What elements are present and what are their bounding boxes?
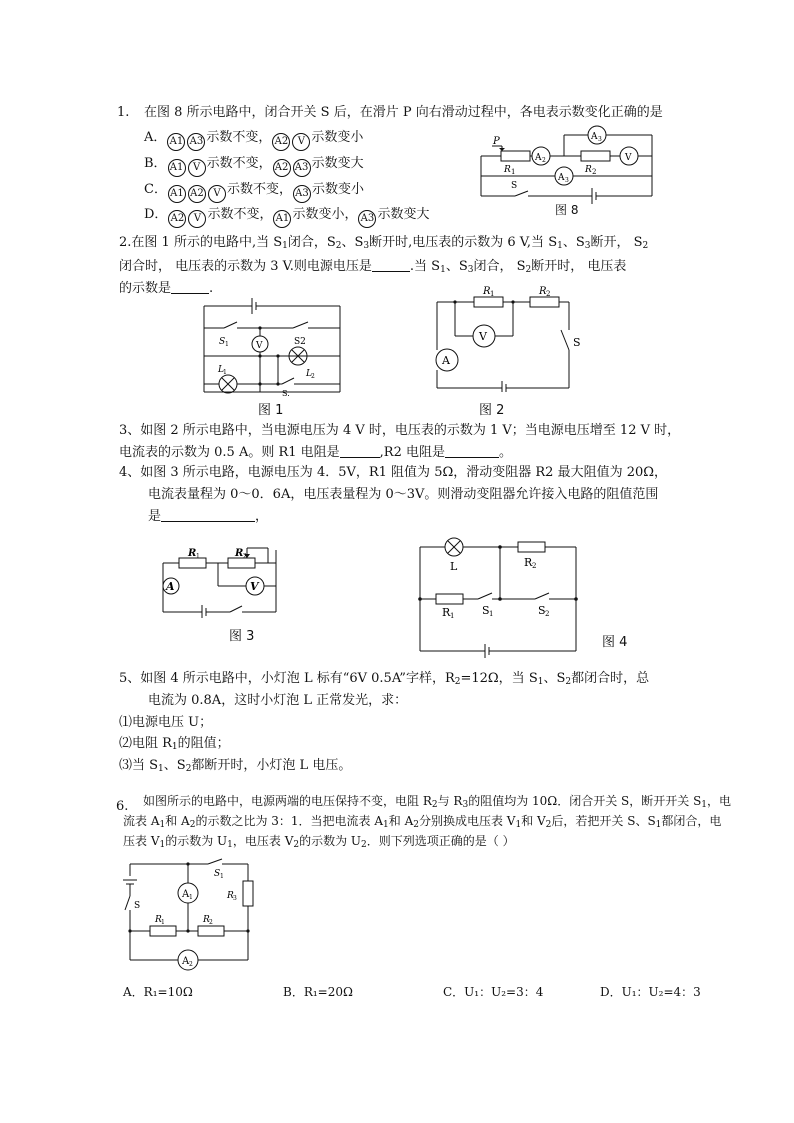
q5-line-1: 5、如图 4 所示电路中，小灯泡 L 标有“6V 0.5A”字样，$R_2=12\Omega$，当 $S_1$、$S_2$都闭合时，总: [119, 671, 650, 687]
slider-p-label: P: [493, 136, 500, 147]
ammeter-a3-icon: A3: [293, 185, 311, 203]
q6-number: 6.: [116, 799, 129, 814]
svg-text:2: 2: [545, 610, 550, 618]
svg-text:1: 1: [225, 341, 229, 348]
q2-line-1: 2.在图 1 所示的电路中,当 $S_1$闭合，$S_2$、$S_3$断开时,电压表的示数为 6 V,当 $S_1$、$S_3$断开， $S_2$: [119, 235, 649, 251]
q6-option-b[interactable]: B．R₁=20Ω: [283, 985, 353, 999]
svg-text:1: 1: [189, 894, 193, 901]
svg-text:3: 3: [598, 136, 602, 143]
svg-text:A: A: [166, 580, 175, 593]
answer-blank[interactable]: [171, 281, 209, 294]
figure-3-circuit: [158, 540, 282, 618]
svg-text:A: A: [442, 354, 450, 367]
q1-number: 1.: [117, 105, 130, 120]
svg-text:A: A: [182, 889, 190, 900]
q4-line-1: 4、如图 3 所示电路，电源电压为 4．5V，R1 阻值为 5Ω，滑动变阻器 R2 最大阻值为 20Ω，: [119, 465, 668, 480]
figure-8-circuit: [478, 122, 658, 204]
svg-text:V: V: [625, 153, 632, 163]
svg-text:1: 1: [490, 290, 495, 298]
q6-line-1: 如图所示的电路中，电源两端的电压保持不变，电阻 $R_2$与 $R_3$的阻值均为 10Ω．闭合开关 S，断开开关 $S_1$，电: [143, 794, 732, 810]
svg-text:A: A: [182, 956, 190, 967]
svg-text:S: S: [134, 901, 141, 911]
svg-text:R: R: [155, 915, 162, 925]
svg-text:A: A: [535, 153, 542, 163]
q3-line-2: 电流表的示数为 0.5 A。则 R1 电阻是 ,R2 电阻是 。: [119, 445, 512, 460]
svg-text:1: 1: [450, 612, 455, 620]
figure-1-circuit: [198, 296, 346, 398]
svg-text:2: 2: [311, 373, 315, 380]
figure-2-circuit: [430, 284, 590, 392]
ammeter-a1-icon: A1: [168, 185, 186, 203]
svg-text:2: 2: [243, 553, 247, 560]
q5-sub-3: ⑶当 $S_1$、$S_2$都断开时，小灯泡 L 电压。: [119, 758, 352, 774]
svg-text:1: 1: [223, 369, 227, 376]
voltmeter-icon: V: [188, 210, 206, 228]
q1-option-d: D． A2 V 示数不变， A1 示数变小， A3 示数变大: [144, 208, 429, 228]
q6-option-a[interactable]: A．R₁=10Ω: [123, 985, 193, 999]
voltmeter-icon: V: [208, 185, 226, 203]
ammeter-a2-icon: A2: [273, 159, 291, 177]
svg-text:V: V: [250, 580, 259, 593]
q6-option-d[interactable]: D．U₁：U₂=4：3: [600, 985, 701, 999]
svg-text:2: 2: [532, 562, 537, 570]
q1-option-a: A． A1 A3 示数不变， A2 V 示数变小: [144, 131, 363, 151]
svg-text:A: A: [591, 132, 598, 142]
q2-line-2: 闭合时， 电压表的示数为 3 V.则电源电压是 .当 $S_1$、$S_3$闭合， $S_2$断开时， 电压表: [119, 259, 627, 275]
svg-text:S: S: [538, 604, 546, 617]
svg-text:1: 1: [511, 168, 516, 176]
svg-text:V: V: [256, 341, 263, 351]
ammeter-a2-icon: A2: [168, 210, 186, 228]
svg-text:2: 2: [546, 290, 551, 298]
q5-line-2: 电流为 0.8A，这时小灯泡 L 正常发光，求：: [148, 693, 408, 708]
answer-blank[interactable]: [161, 509, 255, 522]
voltmeter-icon: V: [188, 159, 206, 177]
ammeter-a3-icon: A3: [187, 133, 205, 151]
voltmeter-icon: V: [292, 133, 310, 151]
svg-text:3: 3: [565, 177, 569, 184]
ammeter-a1-icon: A1: [167, 133, 185, 151]
svg-text:R: R: [235, 548, 244, 559]
figure-3-caption: 图 3: [229, 629, 255, 644]
svg-text:L: L: [218, 365, 224, 375]
svg-text:1: 1: [220, 873, 224, 880]
q1-option-c: C． A1 A2 V 示数不变， A3 示数变小: [144, 183, 364, 203]
q1-stem: 在图 8 所示电路中，闭合开关 S 后，在滑片 P 向右滑动过程中，各电表示数变化正确的是: [144, 105, 663, 120]
svg-text:S2: S2: [294, 337, 306, 347]
ammeter-a2-icon: A2: [188, 185, 206, 203]
svg-text:S: S: [219, 337, 226, 347]
svg-text:R: R: [524, 556, 533, 569]
answer-blank[interactable]: [445, 445, 499, 458]
q5-sub-2: ⑵电阻 $R_1$的阻值；: [119, 736, 230, 752]
svg-text:S: S: [573, 336, 581, 349]
q5-sub-1: ⑴电源电压 U；: [119, 715, 213, 730]
svg-text:1: 1: [196, 553, 200, 560]
q6-line-2: 流表 $A_1$和 $A_2$的示数之比为 3：1．当把电流表 $A_1$和 $A_2$分别换成电压表 $V_1$和 $V_2$后，若把开关 S、$S_1$都闭合，电: [123, 814, 722, 830]
svg-text:R: R: [483, 286, 491, 297]
svg-text:1: 1: [161, 919, 165, 926]
figure-1-caption: 图 1: [258, 403, 284, 418]
figure-2-caption: 图 2: [479, 403, 505, 418]
ammeter-a2-icon: A2: [272, 133, 290, 151]
svg-text:2: 2: [592, 168, 597, 176]
figure-8-caption: 图 8: [555, 203, 579, 217]
svg-text:R: R: [504, 165, 511, 175]
svg-text:R: R: [442, 606, 451, 619]
svg-text:3: 3: [233, 895, 237, 902]
svg-text:R: R: [203, 915, 210, 925]
svg-text:R: R: [188, 548, 197, 559]
svg-text:R: R: [227, 891, 234, 901]
svg-text:2: 2: [542, 157, 546, 164]
svg-text:R: R: [585, 165, 592, 175]
svg-text:L: L: [306, 369, 312, 379]
q4-line-2: 电流表量程为 0～0．6A，电压表量程为 0～3V。则滑动变阻器允许接入电路的阻值范围: [148, 487, 659, 502]
ammeter-a3-icon: A3: [358, 210, 376, 228]
figure-4-circuit: [412, 536, 582, 658]
figure-4-caption: 图 4: [602, 635, 628, 650]
svg-text:2: 2: [209, 919, 213, 926]
q2-line-3: 的示数是 .: [119, 281, 214, 296]
ammeter-a3-icon: A3: [293, 159, 311, 177]
answer-blank[interactable]: [372, 259, 410, 272]
svg-text:A: A: [558, 173, 565, 183]
svg-text:1: 1: [489, 610, 494, 618]
svg-text:S: S: [214, 869, 221, 879]
ammeter-a1-icon: A1: [273, 210, 291, 228]
svg-text:R: R: [539, 286, 547, 297]
svg-text:V: V: [479, 330, 487, 343]
q3-line-1: 3、如图 2 所示电路中，当电源电压为 4 V 时，电压表的示数为 1 V；当电源电压增至 12 V 时，: [119, 423, 681, 438]
svg-text:S: S: [511, 181, 518, 191]
q6-circuit: [118, 856, 263, 974]
svg-text:2: 2: [189, 961, 193, 968]
svg-text:S: S: [482, 604, 490, 617]
q4-line-3: 是 ，: [148, 509, 269, 524]
q6-line-3: 压表 $V_1$的示数为 $U_1$，电压表 $V_2$的示数为 $U_2$．则下列选项正确的是（ ）: [123, 834, 515, 850]
q6-option-c[interactable]: C．U₁：U₂=3：4: [443, 985, 544, 999]
svg-text:S.: S.: [282, 389, 290, 398]
answer-blank[interactable]: [340, 445, 380, 458]
q1-option-b: B． A1 V 示数不变， A2 A3 示数变大: [144, 157, 364, 177]
svg-text:L: L: [450, 560, 458, 573]
ammeter-a1-icon: A1: [168, 159, 186, 177]
